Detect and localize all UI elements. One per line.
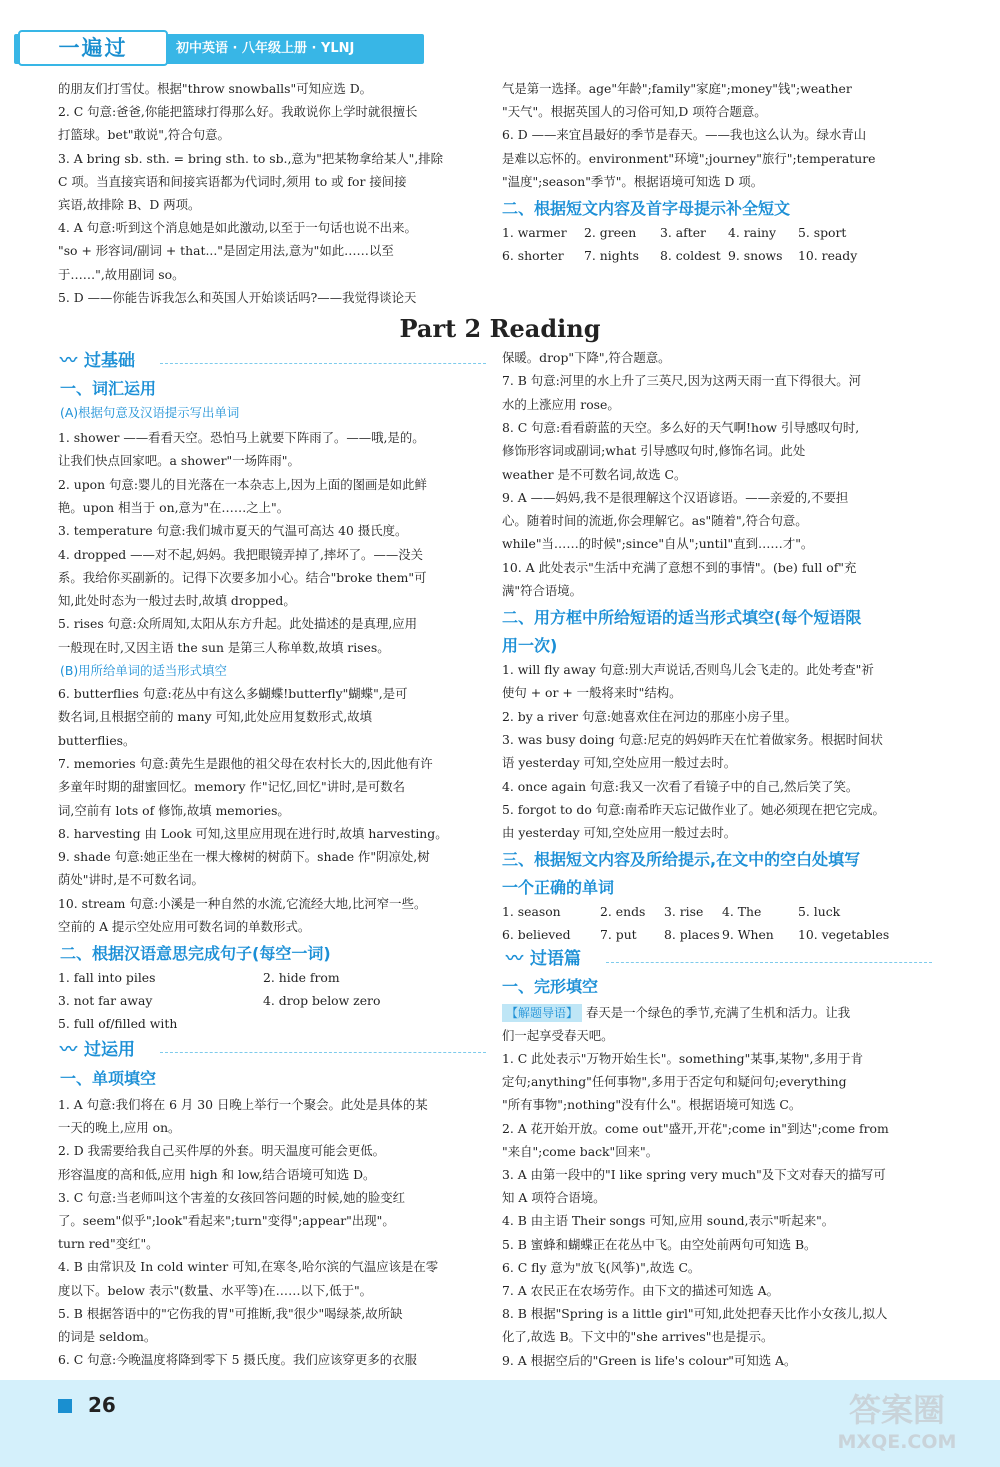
brand-logo: 一遍过 xyxy=(18,30,168,66)
text-line: 空前的 A 提示空处应用可数名词的单数形式。 xyxy=(58,919,311,934)
answer-item: 3. rise xyxy=(664,904,704,919)
section-heading: 二、根据短文内容及首字母提示补全短文 xyxy=(502,199,791,218)
wave-icon: 〰 xyxy=(60,351,77,371)
answer-item: 7. put xyxy=(600,927,637,942)
answer-item: 6. shorter xyxy=(502,248,564,263)
answer-item: 5. full of/filled with xyxy=(58,1016,178,1031)
text-line: 4. A 句意:听到这个消息她是如此激动,以至于一句话也说不出来。 xyxy=(58,220,417,236)
part-title: Part 2 Reading xyxy=(399,314,601,343)
text-line: "所有事物";nothing"没有什么"。根据语境可知选 C。 xyxy=(502,1097,802,1113)
text-line: "天气"。根据英国人的习俗可知,D 项符合题意。 xyxy=(502,104,767,120)
text-line: 8. harvesting 由 Look 可知,这里应用现在进行时,故填 harvesting。 xyxy=(58,825,448,841)
bar-usage: 〰 过运用 xyxy=(60,1037,135,1063)
answer-item: 3. not far away xyxy=(58,993,153,1008)
answer-item: 2. hide from xyxy=(263,970,340,985)
text-line: 3. A bring sb. sth. = bring sth. to sb.,意为"把某物拿给某人",排除 xyxy=(58,150,444,166)
text-line: 的词是 seldom。 xyxy=(58,1329,157,1344)
answer-item: 4. rainy xyxy=(728,225,777,240)
text-line: 8. B 根据"Spring is a little girl"可知,此处把春天比作小女孩儿,拟人 xyxy=(502,1306,888,1322)
text-line: 修饰形容词或副词;what 引导感叹句时,修饰名词。此处 xyxy=(502,443,806,459)
text-line: "温度";season"季节"。根据语境可知选 D 项。 xyxy=(502,173,764,189)
text-line: 1. will fly away 句意:别大声说话,否则鸟儿会飞走的。此处考查"祈 xyxy=(502,662,874,677)
wave-icon: 〰 xyxy=(506,949,523,969)
divider-line xyxy=(606,962,932,963)
divider-line xyxy=(160,363,486,364)
text-line: 度以下。below 表示"(数量、水平等)在……以下,低于"。 xyxy=(58,1282,373,1298)
text-line: 9. shade 句意:她正坐在一棵大橡树的树荫下。shade 作"阴凉处,树 xyxy=(58,849,430,865)
text-line: 由 yesterday 可知,空处应用一般过去时。 xyxy=(502,825,737,841)
text-line: 系。我给你买副新的。记得下次要多加小心。结合"broke them"可 xyxy=(58,569,427,585)
text-line: 气是第一选择。age"年龄";family"家庭";money"钱";weather xyxy=(502,81,852,96)
text-line: 4. B 由常识及 In cold winter 可知,在寒冬,哈尔滨的气温应该是在零 xyxy=(58,1259,439,1275)
text-line: 9. A ——妈妈,我不是很理解这个汉语谚语。——亲爱的,不要担 xyxy=(502,489,849,505)
text-line: 形容温度的高和低,应用 high 和 low,结合语境可知选 D。 xyxy=(58,1166,376,1182)
text-line: 荫处"讲时,是不可数名词。 xyxy=(58,872,204,888)
text-line: 数名词,且根据空前的 many 可知,此处应用复数形式,故填 xyxy=(58,709,373,725)
text-line: 知,此处时态为一般过去时,故填 dropped。 xyxy=(58,593,296,609)
text-line: 6. C fly 意为"放飞(风筝)",故选 C。 xyxy=(502,1259,701,1275)
text-line: 4. B 由主语 Their songs 可知,应用 sound,表示"听起来"。 xyxy=(502,1213,835,1229)
text-line: 的朋友们打雪仗。根据"throw snowballs"可知应选 D。 xyxy=(58,81,373,96)
answer-item: 10. ready xyxy=(798,248,858,263)
divider-line xyxy=(160,1052,486,1053)
section-heading: 一个正确的单词 xyxy=(502,878,615,897)
wave-icon: 〰 xyxy=(60,1040,77,1060)
answer-item: 2. green xyxy=(584,225,637,240)
answer-item: 5. luck xyxy=(798,904,841,919)
text-line: 了。seem"似乎";look"看起来";turn"变得";appear"出现"。 xyxy=(58,1213,395,1228)
guide-tag: 【解题导语】 xyxy=(502,1004,582,1022)
answer-item: 9. snows xyxy=(728,248,783,263)
text-line: 2. upon 句意:婴儿的目光落在一本杂志上,因为上面的图画是如此鲜 xyxy=(58,476,427,492)
text-line: 3. temperature 句意:我们城市夏天的气温可高达 40 摄氏度。 xyxy=(58,523,408,539)
guide-line: 【解题导语】 春天是一个绿色的季节,充满了生机和活力。让我 xyxy=(502,1001,850,1024)
guide-line: 们一起享受春天吧。 xyxy=(502,1028,614,1043)
text-line: 艳。upon 相当于 on,意为"在……之上"。 xyxy=(58,499,290,515)
text-line: 语 yesterday 可知,空处应用一般过去时。 xyxy=(502,755,737,771)
bar-basics: 〰 过基础 xyxy=(60,348,135,374)
text-line: 2. by a river 句意:她喜欢住在河边的那座小房子里。 xyxy=(502,708,797,724)
bar-passage: 〰 过语篇 xyxy=(506,946,581,972)
text-line: 4. dropped ——对不起,妈妈。我把眼镜弄掉了,摔坏了。——没关 xyxy=(58,546,424,562)
text-line: 于……",故用副词 so。 xyxy=(58,266,185,282)
text-line: 知 A 项符合语境。 xyxy=(502,1190,606,1206)
text-line: 多童年时期的甜蜜回忆。memory 作"记忆,回忆"讲时,是可数名 xyxy=(58,779,406,795)
answer-item: 1. season xyxy=(502,904,561,919)
text-line: 满"符合语境。 xyxy=(502,583,583,598)
text-line: 5. rises 句意:众所周知,太阳从东方升起。此处描述的是真理,应用 xyxy=(58,616,418,632)
section-heading: 三、根据短文内容及所给提示,在文中的空白处填写 xyxy=(502,850,861,869)
answer-item: 5. sport xyxy=(798,225,847,240)
text-line: 10. A 此处表示"生活中充满了意想不到的事情"。(be) full of"充 xyxy=(502,559,857,575)
text-line: 9. A 根据空后的"Green is life's colour"可知选 A。 xyxy=(502,1352,797,1368)
text-line: 2. D 我需要给我自己买件厚的外套。明天温度可能会更低。 xyxy=(58,1143,386,1159)
text-line: 5. B 蜜蜂和蝴蝶正在花丛中飞。由空处前两句可知选 B。 xyxy=(502,1236,817,1252)
answer-item: 4. The xyxy=(722,904,762,919)
text-line: 3. was busy doing 句意:尼克的妈妈昨天在忙着做家务。根据时间状 xyxy=(502,731,883,747)
watermark-logo: 答案圈 MXQE.COM xyxy=(837,1391,957,1453)
text-line: 6. D ——来宜昌最好的季节是春天。——我也这么认为。绿水青山 xyxy=(502,127,867,143)
text-line: 定句;anything"任何事物",多用于否定句和疑问句;everything xyxy=(502,1074,847,1090)
text-line: 10. stream 句意:小溪是一种自然的水流,它流经大地,比河窄一些。 xyxy=(58,895,427,911)
page-marker xyxy=(58,1399,72,1413)
text-line: 一般现在时,又因主语 the sun 是第三人称单数,故填 rises。 xyxy=(58,639,390,655)
text-line: turn red"变红"。 xyxy=(58,1236,159,1252)
text-line: 一天的晚上,应用 on。 xyxy=(58,1120,181,1136)
answer-item: 2. ends xyxy=(600,904,646,919)
text-line: 是难以忘怀的。environment"环境";journey"旅行";temperature xyxy=(502,150,876,166)
text-line: 2. A 花开始开放。come out"盛开,开花";come in"到达";come from xyxy=(502,1120,889,1136)
text-line: 使句 + or + 一般将来时"结构。 xyxy=(502,685,682,701)
text-line: 化了,故选 B。下文中的"she arrives"也是提示。 xyxy=(502,1329,774,1345)
section-heading: 用一次) xyxy=(502,636,558,655)
page-number: 26 xyxy=(88,1393,116,1417)
text-line: C 项。当直接宾语和间接宾语都为代词时,须用 to 或 for 接间接 xyxy=(58,173,407,189)
text-line: 6. C 句意:今晚温度将降到零下 5 摄氏度。我们应该穿更多的衣服 xyxy=(58,1352,417,1368)
text-line: 3. C 句意:当老师叫这个害羞的女孩回答问题的时候,她的脸变红 xyxy=(58,1189,406,1205)
answer-item: 7. nights xyxy=(584,248,639,263)
text-line: 1. shower ——看看天空。恐怕马上就要下阵雨了。——哦,是的。 xyxy=(58,430,425,445)
answer-item: 3. after xyxy=(660,225,706,240)
text-line: "so + 形容词/副词 + that..."是固定用法,意为"如此……以至 xyxy=(58,243,394,259)
answer-item: 10. vegetables xyxy=(798,927,890,942)
text-line: 心。随着时间的流逝,你会理解它。as"随着",符合句意。 xyxy=(502,513,808,529)
text-line: 1. C 此处表示"万物开始生长"。something"某事,某物",多用于肯 xyxy=(502,1051,864,1066)
text-line: weather 是不可数名词,故选 C。 xyxy=(502,466,687,482)
sub-heading: (A)根据句意及汉语提示写出单词 xyxy=(60,405,240,420)
text-line: 6. butterflies 句意:花丛中有这么多蝴蝶!butterfly"蝴蝶",是可 xyxy=(58,686,408,701)
answer-item: 8. places xyxy=(664,927,720,942)
text-line: 宾语,故排除 B、D 两项。 xyxy=(58,197,201,212)
section-heading: 二、根据汉语意思完成句子(每空一词) xyxy=(60,944,331,963)
section-heading: 一、单项填空 xyxy=(60,1069,157,1088)
text-line: 让我们快点回家吧。a shower"一场阵雨"。 xyxy=(58,453,300,469)
text-line: 5. B 根据答语中的"它伤我的胃"可推断,我"很少"喝绿茶,故所缺 xyxy=(58,1305,403,1321)
text-line: "来自";come back"回来"。 xyxy=(502,1143,659,1159)
answer-item: 9. When xyxy=(722,927,774,942)
text-line: 3. A 由第一段中的"I like spring very much"及下文对春天的描写可 xyxy=(502,1167,886,1182)
text-line: 水的上涨应用 rose。 xyxy=(502,396,620,412)
text-line: 2. C 句意:爸爸,你能把篮球打得那么好。我敢说你上学时就很擅长 xyxy=(58,104,418,120)
section-heading: 一、词汇运用 xyxy=(60,379,157,398)
section-heading: 二、用方框中所给短语的适当形式填空(每个短语限 xyxy=(502,608,862,627)
text-line: butterflies。 xyxy=(58,732,136,748)
text-line: 1. A 句意:我们将在 6 月 30 日晚上举行一个聚会。此处是具体的某 xyxy=(58,1097,428,1112)
text-line: 5. forgot to do 句意:南希昨天忘记做作业了。她必须现在把它完成。 xyxy=(502,801,885,817)
text-line: 打篮球。bet"敢说",符合句意。 xyxy=(58,127,230,143)
header-subtitle: 初中英语 · 八年级上册 · YLNJ xyxy=(176,41,355,56)
text-line: 4. once again 句意:我又一次看了看镜子中的自己,然后笑了笑。 xyxy=(502,778,859,794)
text-line: 8. C 句意:看看蔚蓝的天空。多么好的天气啊!how 引导感叹句时, xyxy=(502,419,860,435)
answer-item: 1. fall into piles xyxy=(58,970,156,985)
text-line: while"当……的时候";since"自从";until"直到……才"。 xyxy=(502,536,814,552)
text-line: 5. D ——你能告诉我怎么和英国人开始谈话吗?——我觉得谈论天 xyxy=(58,289,417,305)
text-line: 7. B 句意:河里的水上升了三英尺,因为这两天雨一直下得很大。河 xyxy=(502,373,862,389)
text-line: 保暖。drop"下降",符合题意。 xyxy=(502,350,671,365)
answer-item: 4. drop below zero xyxy=(263,993,381,1008)
answer-item: 1. warmer xyxy=(502,225,567,240)
text-line: 7. A 农民正在农场劳作。由下文的描述可知选 A。 xyxy=(502,1283,779,1298)
answer-item: 6. believed xyxy=(502,927,571,942)
sub-heading: (B)用所给单词的适当形式填空 xyxy=(60,663,227,678)
text-line: 词,空前有 lots of 修饰,故填 memories。 xyxy=(58,802,290,818)
section-heading: 一、完形填空 xyxy=(502,977,599,996)
text-line: 7. memories 句意:黄先生是跟他的祖父母在农村长大的,因此他有许 xyxy=(58,755,433,771)
answer-item: 8. coldest xyxy=(660,248,721,263)
